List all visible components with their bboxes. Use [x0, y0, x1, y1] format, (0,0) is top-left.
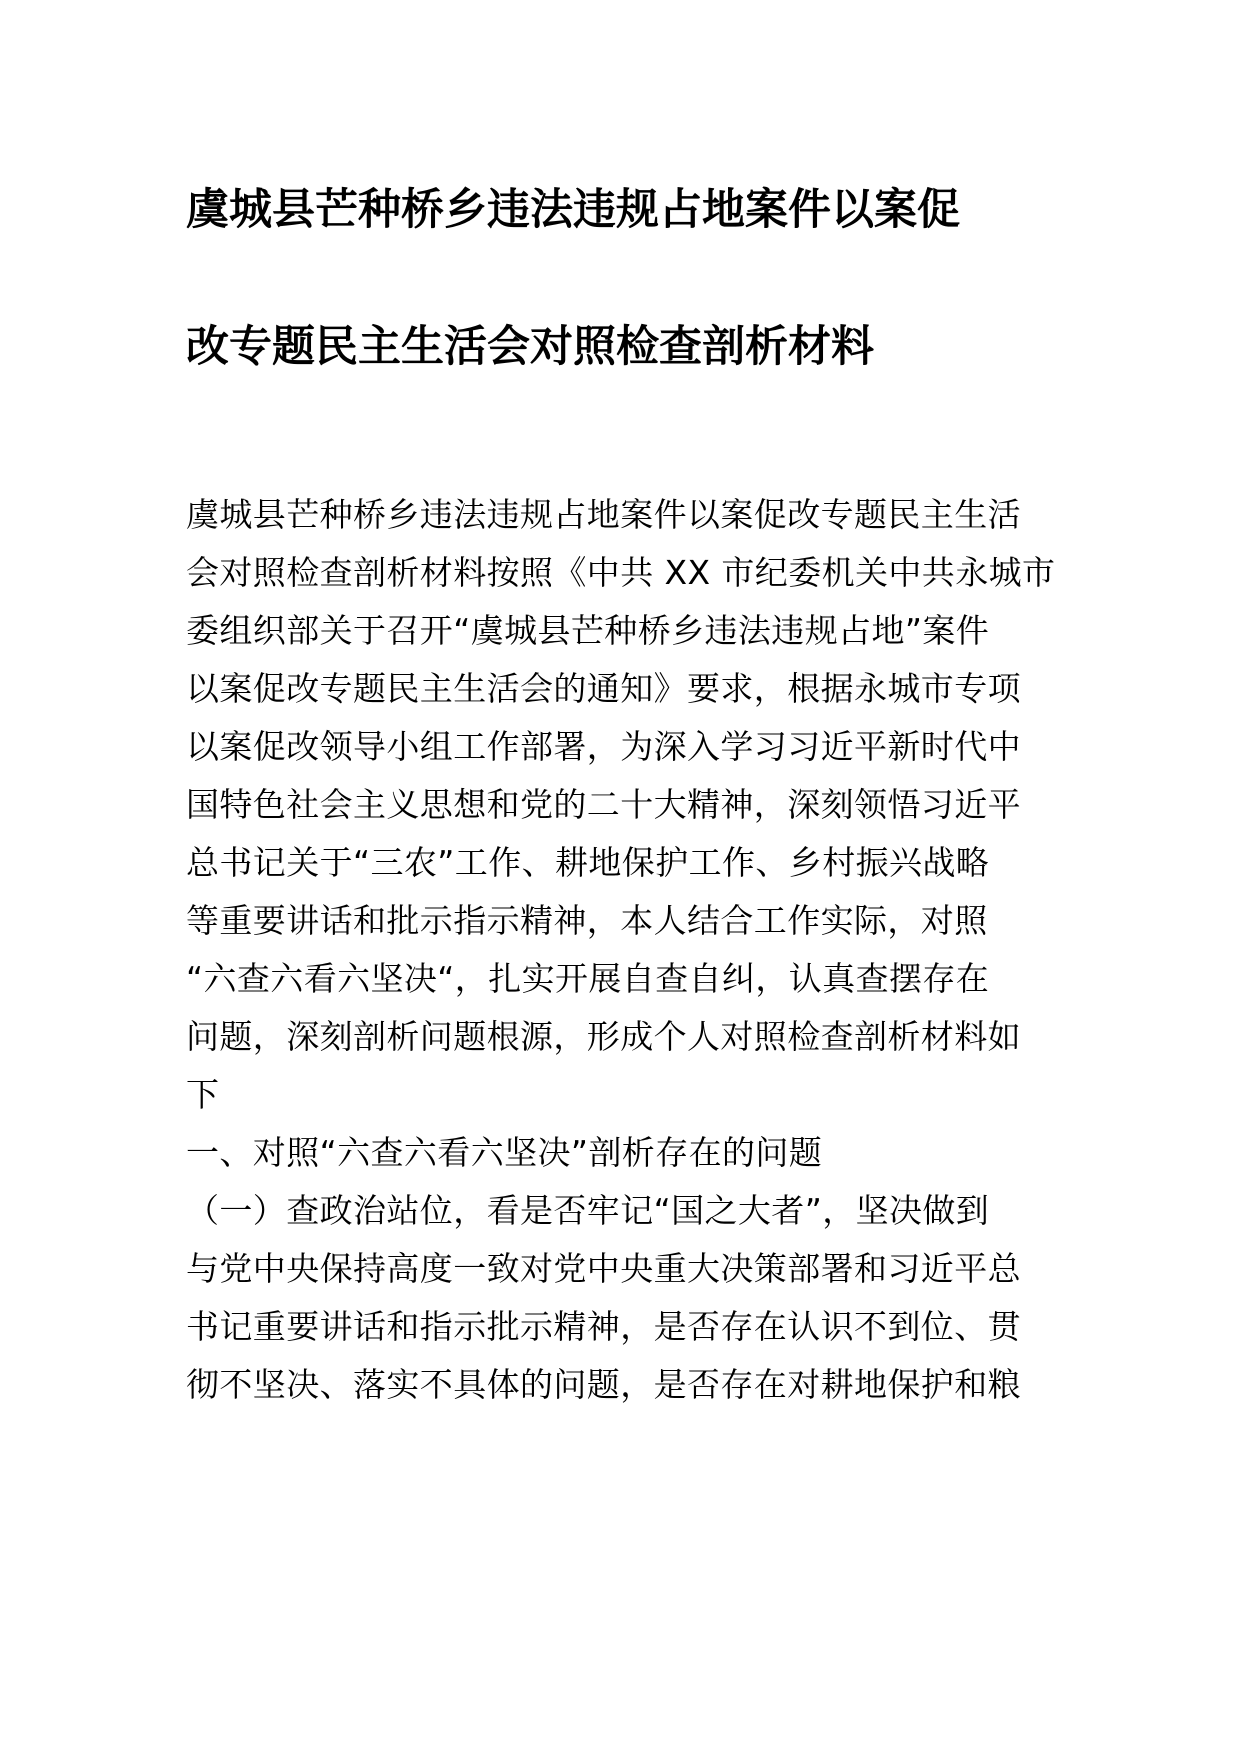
body-line: 以案促改领导小组工作部署，为深入学习习近平新时代中 — [186, 727, 1021, 766]
body-line: （一）查政治站位，看是否牢记“国之大者”，坚决做到 — [186, 1191, 990, 1230]
body-line: 虞城县芒种桥乡违法违规占地案件以案促改专题民主生活 — [186, 495, 1021, 534]
document-title-line-1: 虞城县芒种桥乡违法违规占地案件以案促 — [186, 185, 960, 235]
body-line: 以案促改专题民主生活会的通知》要求，根据永城市专项 — [186, 669, 1021, 708]
body-line: 会对照检查剖析材料按照《中共 XX 市纪委机关中共永城市 — [186, 553, 1056, 592]
document-title-line-2: 改专题民主生活会对照检查剖析材料 — [186, 322, 874, 372]
body-line: 等重要讲话和批示指示精神，本人结合工作实际，对照 — [186, 901, 988, 940]
body-line: “六查六看六坚决“，扎实开展自查自纠，认真查摆存在 — [186, 959, 990, 998]
body-line: 委组织部关于召开“虞城县芒种桥乡违法违规占地”案件 — [186, 611, 990, 650]
body-line: 与党中央保持高度一致对党中央重大决策部署和习近平总 — [186, 1249, 1021, 1288]
body-line: 书记重要讲话和指示批示精神，是否存在认识不到位、贯 — [186, 1307, 1021, 1346]
section-heading: 一、对照“六查六看六坚决”剖析存在的问题 — [186, 1133, 823, 1172]
body-line: 国特色社会主义思想和党的二十大精神，深刻领悟习近平 — [186, 785, 1021, 824]
body-line: 下 — [186, 1075, 220, 1114]
body-line: 问题，深刻剖析问题根源，形成个人对照检查剖析材料如 — [186, 1017, 1021, 1056]
body-line: 彻不坚决、落实不具体的问题，是否存在对耕地保护和粮 — [186, 1365, 1021, 1404]
body-line: 总书记关于“三农”工作、耕地保护工作、乡村振兴战略 — [186, 843, 990, 882]
